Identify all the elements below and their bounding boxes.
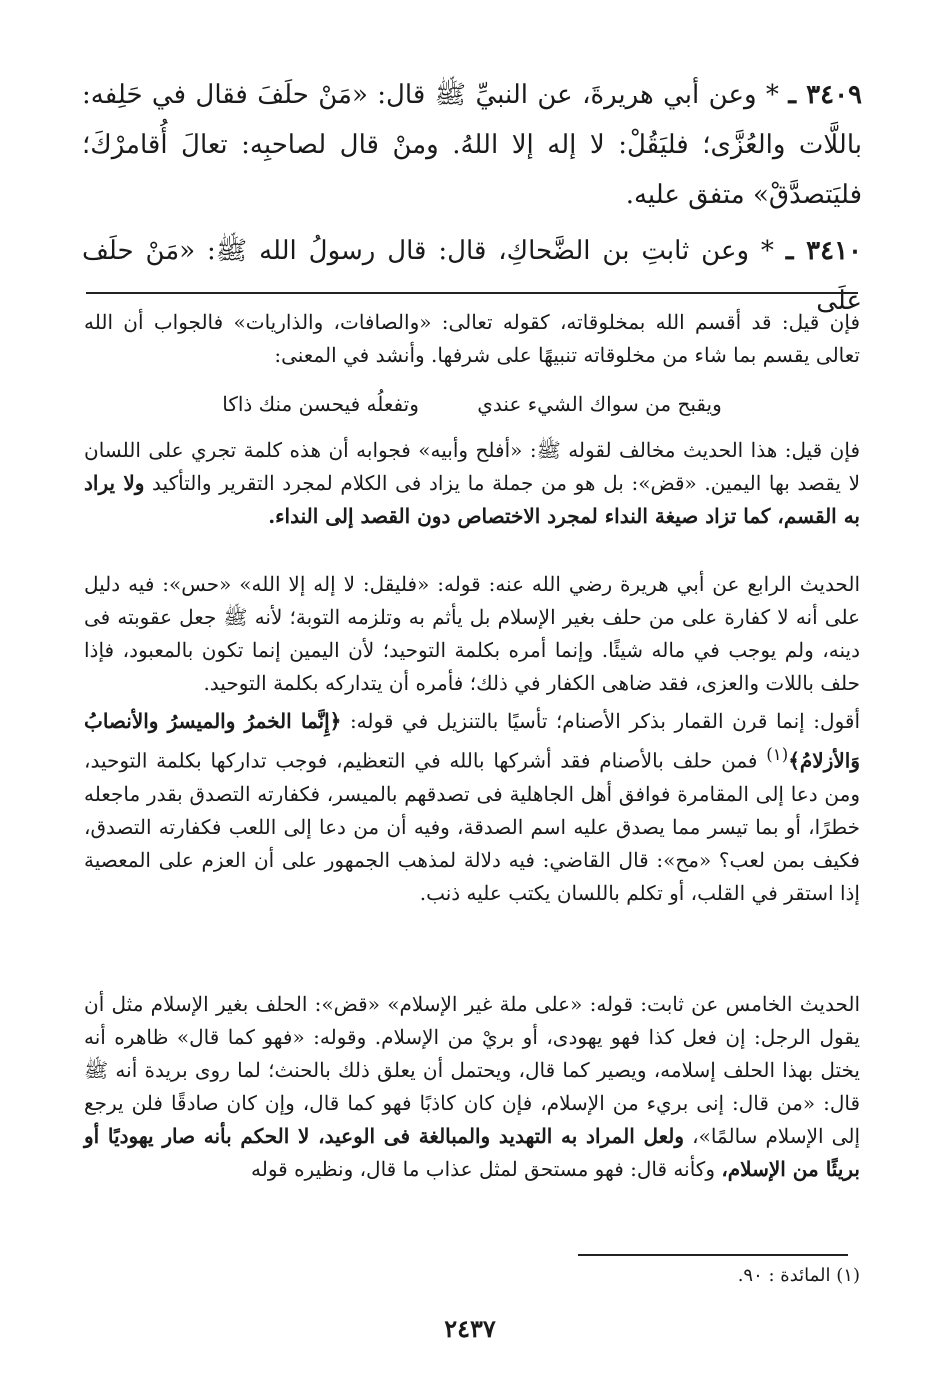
commentary-text: الحديث الخامس عن ثابت: قوله: «على ملة غير الإسلام» «قض»: الحلف بغير الإسلام مثل أن يقول الرجل: إن فعل كذا فهو يهودى، أو بريْ من الإسلام. وقوله: «فهو كما قال» ظاهره أنه يختل بهذا الحلف إسلامه، ويصير كما قال، ويحتمل أن يعلق ذلك بالحنث؛ لما روى بريدة أنه ﷺ قال: «من قال: إنى بريء من الإسلام، فإن كان كاذبًا فهو كما قال، وإن كان صادقًا فلن يرجع إلى الإسلام سالمًا»، [84,992,860,1148]
verse-second-hemistich: وتفعلُه فيحسن منك ذاكا [222,392,419,416]
commentary-paragraph [84,705,860,910]
poetry-verse [84,388,860,421]
commentary-paragraph [84,988,860,1186]
page-number: ٢٤٣٧ [444,1314,496,1343]
commentary-paragraph: الحديث الرابع عن أبي هريرة رضي الله عنه: قوله: «فليقل: لا إله إلا الله» «حس»: فيه دليل على أنه لا كفارة على من حلف بغير الإسلام بل يأثم به وتلزمه التوبة؛ لأنه ﷺ جعل عقوبته فى دينه، ولم يوجب في ماله شيئًا. وإنما أمره بكلمة التوحيد؛ لأن اليمين إنما تكون بالمعبود، فإذا حلف باللات والعزى، فقد ضاهى الكفار في ذلك؛ فأمره أن يتداركه بكلمة التوحيد. [84,572,860,695]
commentary-paragraph [84,434,860,533]
commentary-bold-text: ولعل المراد به التهديد والمبالغة فى الوعيد، لا الحكم بأنه صار يهوديًا أو بريئًا من الإسلام، [84,1124,860,1181]
hadith-number: ٣٤٠٩ ـ [788,80,862,110]
commentary-text: فمن حلف بالأصنام فقد أشركها بالله في التعظيم، فوجب تداركها بكلمة التوحيد، ومن دعا إلى المقامرة فوافق أهل الجاهلية فى تصدقهم بالميسر، فكفارته التصدق بقدر ماجعله خطرًا، أو بما تيسر مما يصدق عليه اسم الصدقة، وفيه أن من دعا إلى اللعب فكفارته التصدق، فكيف بمن لعب؟ «مح»: قال القاضي: فيه دلالة لمذهب الجمهور على أن العزم على المعصية إذا استقر في القلب، أو تكلم باللسان يكتب عليه ذنب. [84,748,860,905]
hadith-text: * وعن ثابتِ بن الضَّحاكِ، قال: قال رسولُ الله ﷺ: «مَنْ حلَف علَى [82,236,862,316]
commentary-text: أقول: إنما قرن القمار بذكر الأصنام؛ تأسيًا بالتنزيل في قوله: [349,709,861,733]
hadith-3409 [82,70,862,220]
separator-rule [86,292,858,294]
footnote-marker: (١) [766,745,789,764]
verse-first-hemistich: ويقبح من سواك الشيء عندي [477,392,722,416]
commentary-text: وكأنه قال: فهو مستحق لمثل عذاب ما قال، ونظيره قوله [251,1157,715,1181]
quran-quote: ﴿إِنَّما الخمرُ والميسرُ والأنصابُ وَالأزلامُ﴾ [84,709,860,773]
commentary-text: فإن قيل: هذا الحديث مخالف لقوله ﷺ: «أفلح وأبيه» فجوابه أن هذه كلمة تجري على اللسان لا يقصد بها اليمين. «قض»: بل هو من جملة ما يزاد فى الكلام لمجرد التقرير والتأكيد [84,438,861,495]
commentary-bold-text: ولا يراد به القسم، كما تزاد صيغة النداء لمجرد الاختصاص دون القصد إلى النداء. [84,471,860,528]
footnote-separator [578,1254,848,1256]
hadith-number: ٣٤١٠ ـ [785,236,863,266]
commentary-paragraph: فإن قيل: قد أقسم الله بمخلوقاته، كقوله تعالى: «والصافات، والذاريات» فالجواب أن الله تعالى يقسم بما شاء من مخلوقاته تنبيهًا على شرفها. وأنشد في المعنى: [84,310,860,367]
hadith-text: * وعن أبي هريرةَ، عن النبيِّ ﷺ قال: «مَنْ حلَفَ فقال في حَلِفه: باللَّات والعُزَّى؛ فليَقُلْ: لا إله إلا اللهُ. ومنْ قال لصاحبِه: تعالَ أُقامرْكَ؛ فليَتصدَّقْ» متفق عليه. [82,80,862,210]
footnote: (١) المائدة : ٩٠. [737,1265,860,1286]
